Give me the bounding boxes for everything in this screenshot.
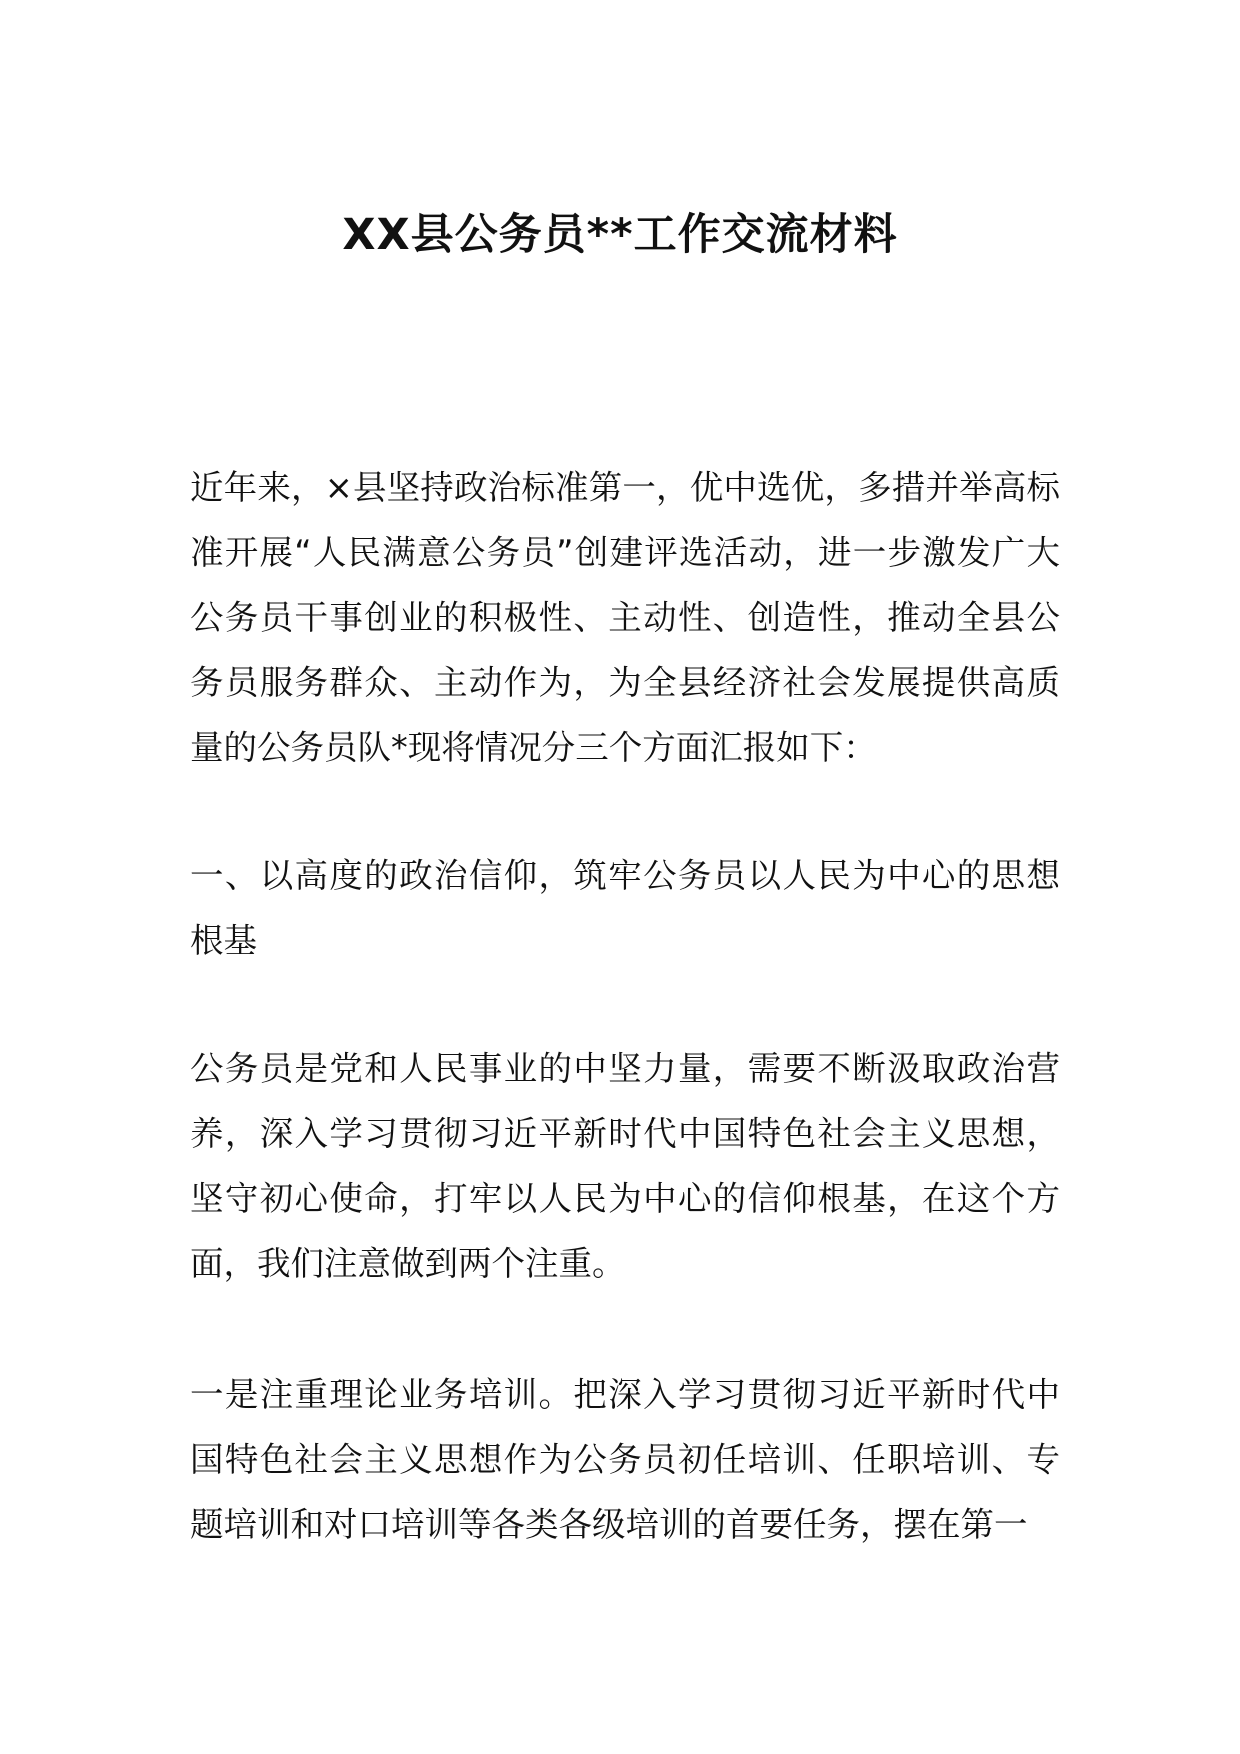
paragraph-section-1: 公务员是党和人民事业的中坚力量，需要不断汲取政治营养，深入学习贯彻习近平新时代中国特色社会主义思想，坚守初心使命，打牢以人民为中心的信仰根基，在这个方面，我们注意做到两个注重。 bbox=[190, 1049, 1060, 1283]
section-heading-1: 一、以高度的政治信仰，筑牢公务员以人民为中心的思想根基 bbox=[190, 856, 1060, 960]
paragraph-intro: 近年来，×县坚持政治标准第一，优中选优，多措并举高标准开展“人民满意公务员”创建评选活动，进一步激发广大公务员干事创业的积极性、主动性、创造性，推动全县公务员服务群众、主动作为，为全县经济社会发展提供高质量的公务员队*现将情况分三个方面汇报如下： bbox=[190, 468, 1060, 767]
paragraph-point-1: 一是注重理论业务培训。把深入学习贯彻习近平新时代中国特色社会主义思想作为公务员初任培训、任职培训、专题培训和对口培训等各类各级培训的首要任务，摆在第一 bbox=[190, 1375, 1060, 1544]
document-body bbox=[190, 455, 1060, 1557]
document-title: XX县公务员**工作交流材料 bbox=[342, 210, 898, 260]
